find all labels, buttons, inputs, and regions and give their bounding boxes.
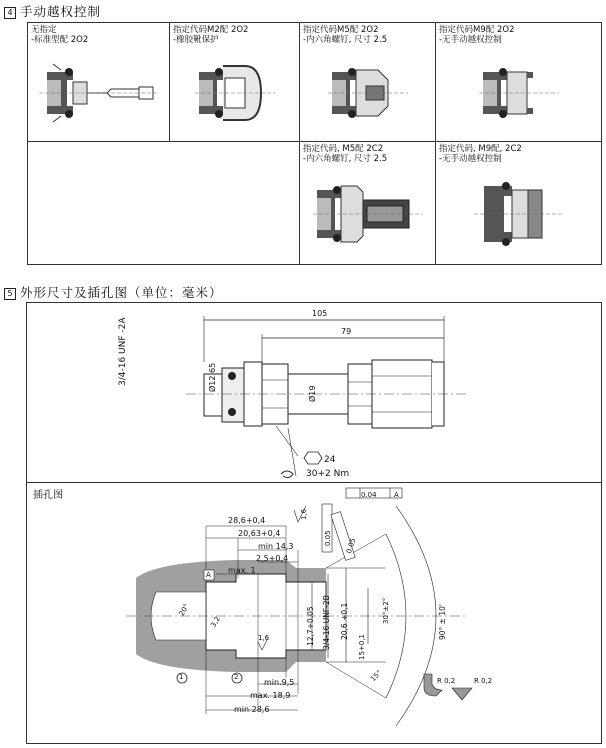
section4-title	[4, 2, 101, 20]
cell-label: 指定代码M5配 2O2	[303, 25, 379, 35]
thread-label: 3/4-16 UNF -2A	[118, 317, 128, 386]
cell-label: 指定代码, M9配, 2C2	[439, 144, 522, 154]
manual-override-table	[27, 22, 602, 265]
tol-0-05-b: 0.05	[345, 537, 358, 555]
cell-label: 指定代码, M5配 2C2	[303, 144, 384, 154]
angle-15: 15°	[368, 668, 384, 684]
dim-15: 15+0,1	[358, 634, 366, 660]
hex-size-label: 24	[324, 455, 336, 465]
tol-0-05-a: 0.05	[324, 530, 332, 546]
angle-90: 90° ± 10'	[438, 604, 447, 640]
dia-1265-label: Ø12.65	[208, 362, 217, 392]
dim-20-6: 20,6 +0,1	[340, 602, 349, 640]
valve-m5-2c2-image	[300, 164, 435, 264]
valve-m9-image	[436, 45, 601, 141]
datum-a-box: A	[206, 571, 211, 579]
valve-m9-2c2-image	[436, 164, 601, 264]
section4-number: 4	[4, 7, 16, 19]
dim-28-6: 28,6+0,4	[228, 516, 266, 525]
torque-label: 30+2 Nm	[306, 469, 350, 479]
roughness-3-2: 3,2	[209, 615, 222, 629]
dim-12-7: 12,7+0.05	[306, 606, 315, 646]
radius-0-2-a: R 0,2	[437, 677, 456, 685]
dim-105: 105	[312, 309, 328, 318]
roughness-1-6-a: 1,6	[300, 508, 308, 520]
cell-sublabel: -橡胶靴保护	[173, 35, 219, 45]
valve-m5-image	[300, 45, 435, 141]
cell-sublabel: -内六角螺钉, 尺寸 2.5	[303, 35, 388, 45]
override-cell-m5-2c2	[300, 142, 436, 265]
section4-title-text: 手动越权控制	[20, 4, 102, 19]
dim-min-28-6: min 28,6	[234, 705, 270, 714]
dim-2-5: 2,5+0,4	[256, 554, 289, 563]
override-cell-m2	[170, 23, 300, 142]
section5-number: 5	[4, 288, 16, 300]
datum-a-label: A	[394, 491, 399, 499]
dim-min-14-3: min 14,3	[258, 542, 294, 551]
override-cell-m5	[300, 23, 436, 142]
section5-title-text: 外形尺寸及插孔图（单位：毫米）	[20, 285, 223, 300]
callout-2: 2	[234, 673, 239, 681]
angle-30: 30°±2°	[382, 597, 390, 624]
override-cell-empty	[28, 142, 300, 265]
section5-title	[4, 283, 223, 301]
valve-m2-image	[170, 45, 299, 141]
cell-sublabel: -内六角螺钉, 尺寸 2.5	[303, 154, 388, 164]
override-cell-standard	[28, 23, 170, 142]
dim-max-18-9: max. 18,9	[250, 691, 291, 700]
tol-0-04: 0.04	[361, 491, 377, 499]
override-cell-m9-2c2	[436, 142, 602, 265]
cell-sublabel: -标准型配 2O2	[31, 35, 89, 45]
dim-max-1: max. 1	[228, 566, 256, 575]
cell-sublabel: -无手动越权控制	[439, 154, 502, 164]
dim-20-63: 20,63+0,4	[238, 529, 281, 538]
cell-label: 指定代码M2配 2O2	[173, 25, 249, 35]
callout-1: 1	[179, 673, 184, 681]
valve-standard-image	[28, 45, 169, 141]
cell-sublabel: -无手动越权控制	[439, 35, 502, 45]
radius-0-2-b: R 0,2	[474, 677, 493, 685]
override-cell-m9	[436, 23, 602, 142]
dia-19-label: Ø19	[308, 385, 317, 402]
cell-label: 无指定	[31, 25, 57, 35]
angle-20: 20°	[177, 602, 191, 618]
cell-label: 指定代码M9配 2O2	[439, 25, 515, 35]
dim-min-9-5: min.9,5	[264, 678, 295, 687]
roughness-1-6-b: 1,6	[258, 634, 270, 642]
dim-79: 79	[341, 327, 352, 336]
cavity-title: 插孔图	[33, 490, 63, 501]
thread-unf-2b: 3/4-16 UNF-2B	[322, 595, 331, 650]
